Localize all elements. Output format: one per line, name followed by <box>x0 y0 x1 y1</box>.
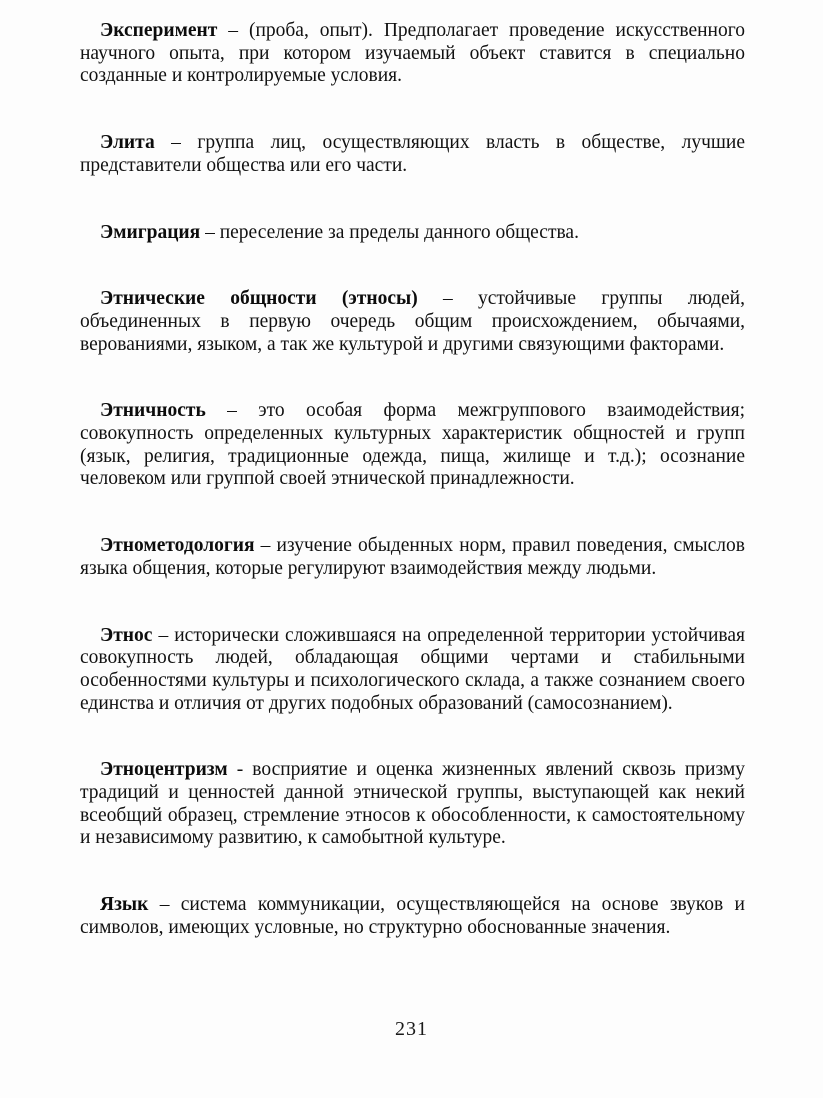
entry-separator: – <box>148 894 181 916</box>
glossary-entry-language <box>80 894 745 939</box>
entry-separator: – <box>200 221 220 243</box>
entry-separator: – <box>217 20 249 41</box>
glossary-text <box>80 20 745 940</box>
glossary-entry-emigration <box>80 222 745 245</box>
entry-separator: - <box>227 759 253 781</box>
page-number: 231 <box>395 1018 428 1040</box>
entry-term: Этнометодология <box>100 535 255 557</box>
entry-separator: – <box>154 132 198 154</box>
entry-definition: восприятие и оценка жизненных явлений сквозь призму традиций и ценностей данной этнической группы, выступающей как некий всеобщий образец, стремление этносов к обособленности, к самостоятельному и независимому развитию, к самобытной культуре. <box>80 759 746 849</box>
entry-separator: – <box>205 400 259 422</box>
entry-definition: (проба, опыт). Предполагает проведение искусственного научного опыта, при котором изучаемый объект ставится в специально созданные и контролируемые условия. <box>80 20 746 87</box>
entry-term: Этничность <box>100 400 206 422</box>
glossary-entry-ethnos <box>80 625 745 716</box>
glossary-entry-elite <box>80 132 745 177</box>
entry-definition: устойчивые группы людей, объединенных в первую очередь общим происхождением, обычаями, верованиями, языком, а так же культурой и другими связующими факторами. <box>80 288 745 355</box>
entry-term: Эксперимент <box>100 20 218 41</box>
entry-term: Язык <box>100 894 149 916</box>
glossary-entry-ethnomethodology <box>80 535 745 580</box>
entry-term: Этнос <box>100 624 153 646</box>
entry-separator: – <box>417 288 478 310</box>
entry-term: Эмиграция <box>100 221 201 243</box>
glossary-entry-ethnocentrism <box>80 759 745 850</box>
entry-definition: исторически сложившаяся на определенной территории устойчивая совокупность людей, обладающая общими чертами и стабильными особенностями культуры и психологического склада, а также сознанием своего единства и отличия от других подобных образований (самосознанием). <box>80 624 745 714</box>
entry-definition: переселение за пределы данного общества. <box>219 221 579 243</box>
entry-term: Элита <box>100 132 155 154</box>
entry-definition: система коммуникации, осуществляющейся на основе звуков и символов, имеющих условные, но структурно обоснованные значения. <box>80 894 745 938</box>
entry-term: Этноцентризм <box>100 759 228 781</box>
entry-separator: – <box>152 624 175 646</box>
glossary-entry-experiment <box>80 20 745 88</box>
entry-definition: это особая форма межгруппового взаимодействия; совокупность определенных культурных характеристик общностей и групп (язык, религия, традиционные одежда, пища, жилище и т.д.); осознание человеком или группой своей этнической принадлежности. <box>80 400 746 490</box>
glossary-entry-ethnicity <box>80 400 745 491</box>
entry-term: Этнические общности (этносы) <box>100 288 418 310</box>
entry-definition: изучение обыденных норм, правил поведения, смыслов языка общения, которые регулируют взаимодействия между людьми. <box>80 535 745 579</box>
entry-definition: группа лиц, осуществляющих власть в обществе, лучшие представители общества или его части. <box>80 132 746 176</box>
glossary-entry-ethnic-communities <box>80 288 745 356</box>
entry-separator: – <box>254 535 277 557</box>
